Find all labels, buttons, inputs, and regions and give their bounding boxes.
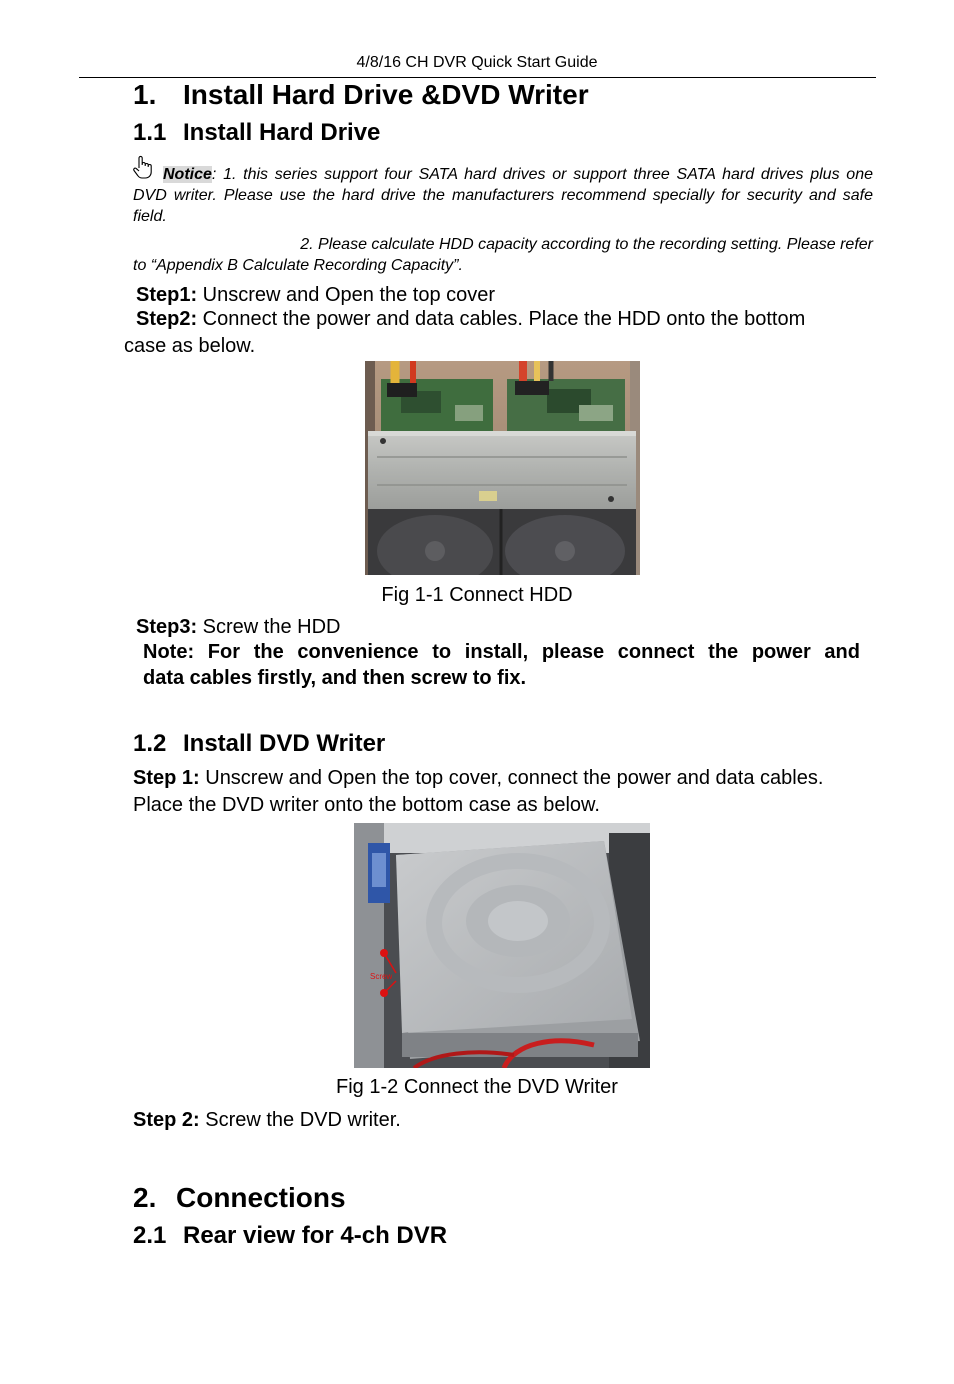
step-label: Step3: [136,616,198,638]
step-3 [136,614,341,640]
step-2 [136,306,805,332]
notice-label: Notice [163,166,212,183]
subsection-number: 1.2 [133,730,167,757]
section-title: Install Hard Drive &DVD Writer [183,79,589,110]
step-text: Unscrew and Open the top cover [197,284,496,306]
section-title: Connections [176,1182,346,1213]
running-header: 4/8/16 CH DVR Quick Start Guide [356,54,598,71]
step-label: Step1: [136,284,198,306]
figure-1-1-caption: Fig 1-1 Connect HDD [381,584,573,606]
note-line-1: Note: For the convenience to install, please connect the power and [143,641,860,663]
step-label: Step2: [136,308,198,330]
subsection-2-1-heading [133,1222,447,1250]
step-text: Connect the power and data cables. Place the HDD onto the bottom [197,308,806,330]
step-1 [136,282,495,308]
subsection-1-1-heading [133,119,380,147]
section-number: 2. [133,1182,157,1213]
step-label: Step 1: [133,767,200,789]
step-2-continued: case as below. [124,335,256,357]
dvd-step-1 [133,765,823,791]
step-text: Screw the HDD [197,616,341,638]
notice-text: : 1. this series support four SATA hard drives or support three SATA hard drives plus one DVD writer. Please use the hard drive the manufacturers recommend specially for security and safe field. [133,166,873,225]
subsection-title: Rear view for 4-ch DVR [183,1222,448,1249]
dvd-writer-photo [354,823,650,1068]
step-label: Step 2: [133,1109,200,1131]
notice-line-2: 2. Please calculate HDD capacity according to the recording setting. Please refer [300,236,873,253]
screw-label: Screw [370,972,393,981]
figure-1-2-caption: Fig 1-2 Connect the DVD Writer [336,1076,618,1098]
dvd-step-1-continued: Place the DVD writer onto the bottom case as below. [133,794,600,816]
hdd-photo [365,361,640,575]
header-divider [79,77,876,78]
section-number: 1. [133,79,157,110]
notice-line-3: to “Appendix B Calculate Recording Capacity”. [133,257,463,274]
section-1-heading [133,79,589,111]
note-paragraph [143,639,860,691]
dvd-step-2 [133,1107,401,1133]
subsection-number: 1.1 [133,119,167,146]
notice-paragraph-2 [133,234,873,276]
subsection-number: 2.1 [133,1222,167,1249]
subsection-1-2-heading [133,730,385,758]
notice-paragraph [133,164,873,227]
note-line-2: data cables firstly, and then screw to fix. [143,667,527,689]
step-text: Screw the DVD writer. [199,1109,401,1131]
step-text: Unscrew and Open the top cover, connect the power and data cables. [199,767,824,789]
subsection-title: Install Hard Drive [183,119,381,146]
subsection-title: Install DVD Writer [183,730,386,757]
section-2-heading [133,1182,346,1214]
